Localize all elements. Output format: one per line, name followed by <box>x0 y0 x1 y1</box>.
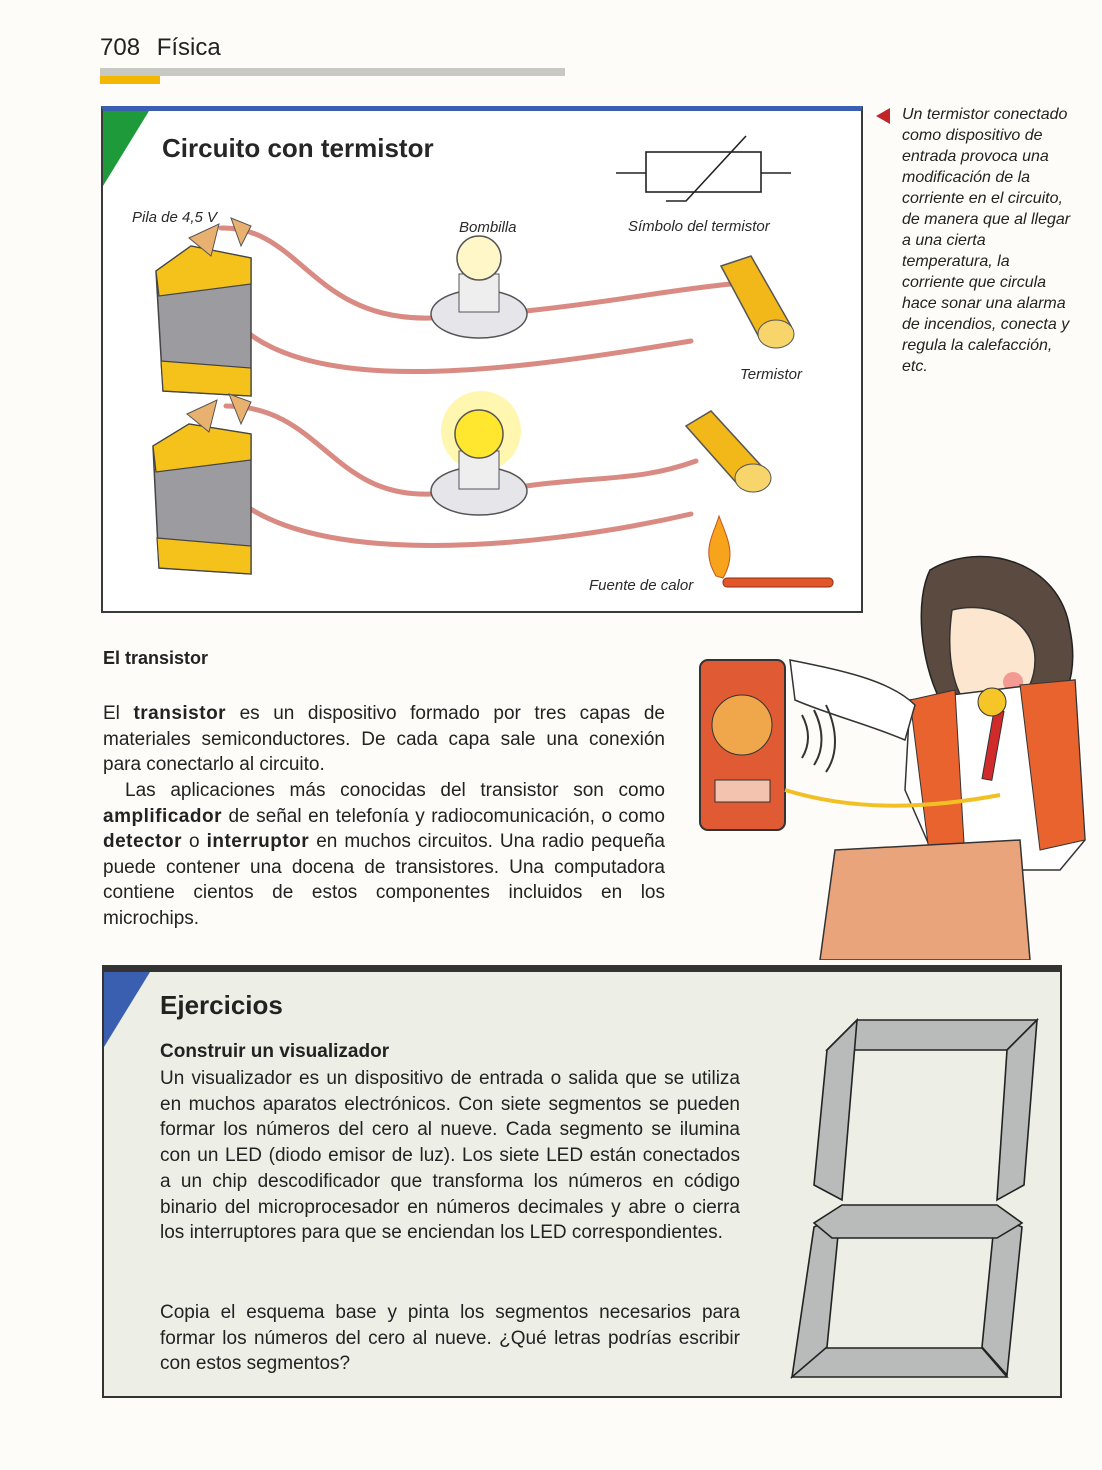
thermistor-symbol-label: Símbolo del termistor <box>628 218 770 235</box>
term-transistor: transistor <box>133 703 227 724</box>
battery-label: Pila de 4,5 V <box>132 209 218 226</box>
term-interruptor: interruptor <box>206 831 310 852</box>
circuit-illustration <box>101 106 863 613</box>
figure-title: Circuito con termistor <box>162 133 434 163</box>
segment-d <box>792 1348 1007 1377</box>
transistor-paragraph-1 <box>103 701 665 778</box>
term-amplificador: amplificador <box>103 805 222 827</box>
segment-a <box>827 1020 1037 1050</box>
text-segment: de señal en telefonía y radiocomunicación, o como <box>221 805 665 827</box>
text-segment: o <box>181 831 207 852</box>
caption-arrow-icon <box>876 108 890 124</box>
thermistor-label: Termistor <box>740 366 802 383</box>
bulb-off <box>431 236 527 338</box>
transistor-heading: El transistor <box>103 648 209 668</box>
heat-source-label: Fuente de calor <box>589 577 694 594</box>
thermistor-top <box>721 256 794 348</box>
page-number: 708 <box>100 34 141 61</box>
term-detector: detector <box>103 831 182 852</box>
exercise-title: Ejercicios <box>160 990 283 1020</box>
page-header <box>100 34 221 62</box>
text-segment: es un dispositivo formado por tres capas de materiales semiconductores. De cada capa sale una conexión para conectarlo al circuito. <box>103 703 665 775</box>
segment-f <box>814 1020 857 1200</box>
bulb-label: Bombilla <box>459 219 517 236</box>
text-segment: en muchos circuitos. Una radio pequeña puede contener una docena de transistores. Una computadora contiene cientos de estos componentes incluidos en los microchips. <box>103 831 665 929</box>
battery-bottom <box>153 394 251 574</box>
segment-c <box>982 1215 1022 1375</box>
subject-title: Física <box>156 34 221 61</box>
side-caption: Un termistor conectado como dispositivo de entrada provoca una modificación de la corriente en el circuito, de manera que al llegar a una cierta temperatura, la corriente que circula hace sonar una alarma de incendios, conecta y regula la calefacción, etc. <box>902 106 1071 375</box>
segment-g <box>814 1205 1022 1238</box>
exercise-subtitle: Construir un visualizador <box>160 1041 390 1062</box>
exercise-corner-tab <box>104 972 150 1047</box>
seven-segment-display <box>792 1020 1037 1377</box>
figure-corner-tab <box>103 111 149 186</box>
girl-with-radio-illustration <box>690 540 1090 960</box>
transistor-paragraph-2 <box>103 778 665 931</box>
bulb-on <box>431 391 527 515</box>
battery-top <box>156 218 251 396</box>
header-accent-bar <box>100 76 160 84</box>
thermistor-symbol <box>616 136 791 201</box>
thermistor-bottom <box>686 411 771 492</box>
exercise-paragraph-2: Copia el esquema base y pinta los segmentos necesarios para formar los números del cero al nueve. ¿Qué letras podrías escribir con estos segmentos? <box>160 1302 740 1375</box>
exercise-paragraph-1: Un visualizador es un dispositivo de entrada o salida que se utiliza en muchos aparatos electrónicos. Con siete segmentos se pueden formar los números del cero al nueve. Cada segmento se ilumina con un LED (diodo emisor de luz). Los siete LED están conectados a un chip descodificador que transforma los números en código binario del microprocesador en números decimales y abre o cierra los interruptores para que se enciendan los LED correspondientes. <box>160 1068 740 1244</box>
header-rule <box>100 68 565 76</box>
text-segment: El <box>103 703 134 724</box>
text-segment: Las aplicaciones más conocidas del transistor son como <box>125 780 665 801</box>
